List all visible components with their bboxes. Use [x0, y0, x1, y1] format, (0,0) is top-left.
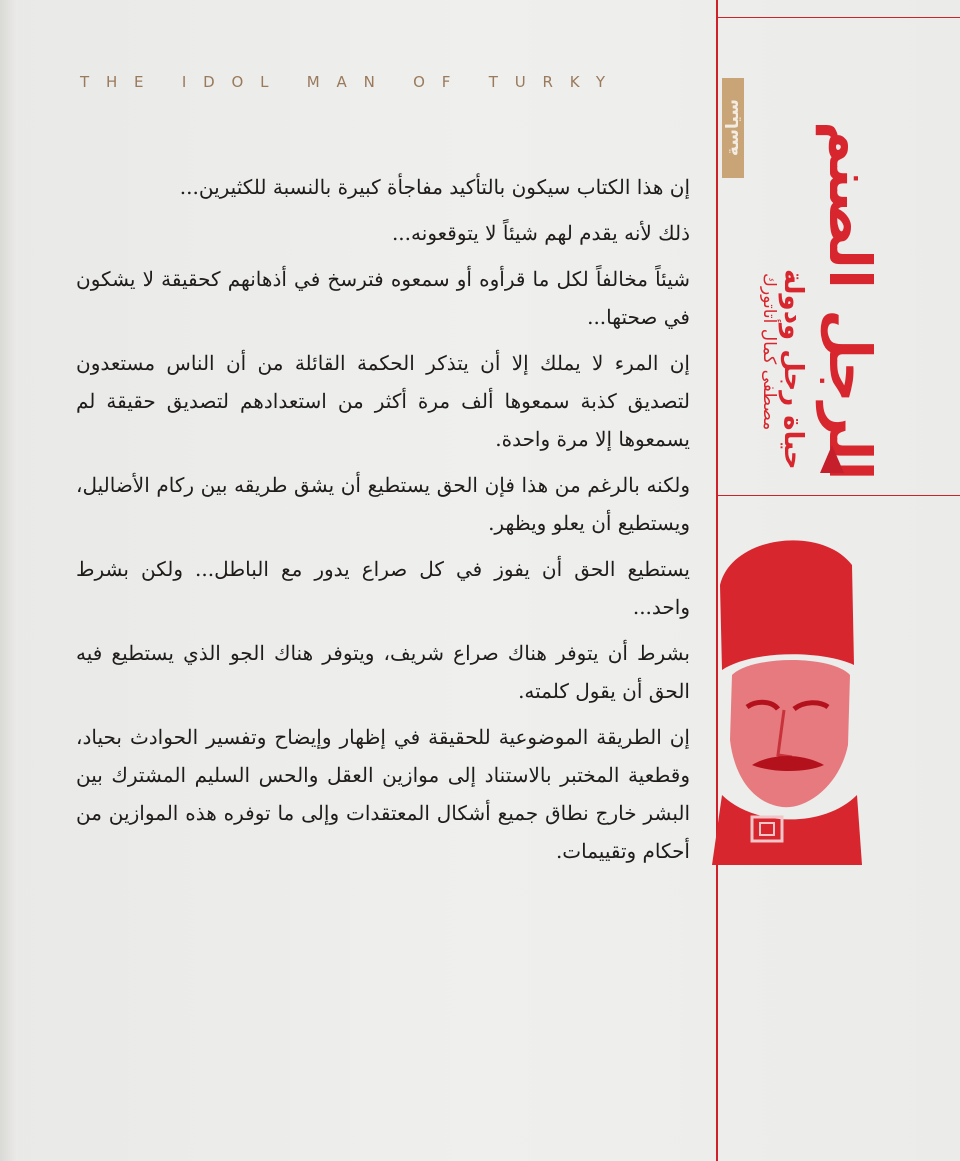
arabic-main-title: الرجل الصنم: [816, 120, 884, 480]
paragraph: إن المرء لا يملك إلا أن يتذكر الحكمة القائلة من أن الناس مستعدون لتصديق كذبة سمعوها ألف مرة أكثر من استعدادهم لتصديق حقيقة لم يسمعوها إلا مرة واحدة.: [76, 351, 690, 451]
face: [730, 660, 850, 807]
paragraph: شيئاً مخالفاً لكل ما قرأوه أو سمعوه فترسخ في أذهانهم كحقيقة لا يشكون في صحتها...: [76, 267, 690, 329]
paragraph: يستطيع الحق أن يفوز في كل صراع يدور مع الباطل... ولكن بشرط واحد...: [76, 557, 690, 619]
top-rule: [716, 17, 960, 18]
paragraph: ولكنه بالرغم من هذا فإن الحق يستطيع أن يشق طريقه بين ركام الأضاليل، ويستطيع أن يعلو ويظهر.: [76, 473, 690, 535]
portrait-illustration: [712, 525, 862, 865]
paragraph: إن هذا الكتاب سيكون بالتأكيد مفاجأة كبيرة بالنسبة للكثيرين...: [179, 175, 690, 199]
paragraph: بشرط أن يتوفر هناك صراع شريف، ويتوفر هناك الجو الذي يستطيع فيه الحق أن يقول كلمته.: [76, 641, 690, 703]
mid-rule: [716, 495, 960, 496]
fur-hat: [720, 540, 854, 670]
series-label: سياسة: [723, 99, 743, 157]
paragraph: ذلك لأنه يقدم لهم شيئاً لا يتوقعونه...: [391, 221, 690, 245]
paragraph: إن الطريقة الموضوعية للحقيقة في إظهار وإيضاح وتفسير الحوادث بحياد، وقطعية المختبر بالاستناد إلى موازين العقل والحس السليم المشترك بين البشر خارج نطاق جميع أشكال المعتقدات وإلى ما توفره هذه الموازين من أحكام وتقييمات.: [76, 725, 690, 863]
series-badge: [722, 78, 744, 178]
cover-left-edge: [0, 0, 18, 1161]
triangle-icon: [820, 445, 844, 473]
english-title: THE IDOL MAN OF TURKY: [80, 73, 622, 91]
back-cover-text: [76, 168, 690, 878]
author-name: مصطفى كمال أتاتورك: [759, 272, 779, 430]
arabic-subtitle: حياة رجل ودولة: [778, 269, 808, 470]
